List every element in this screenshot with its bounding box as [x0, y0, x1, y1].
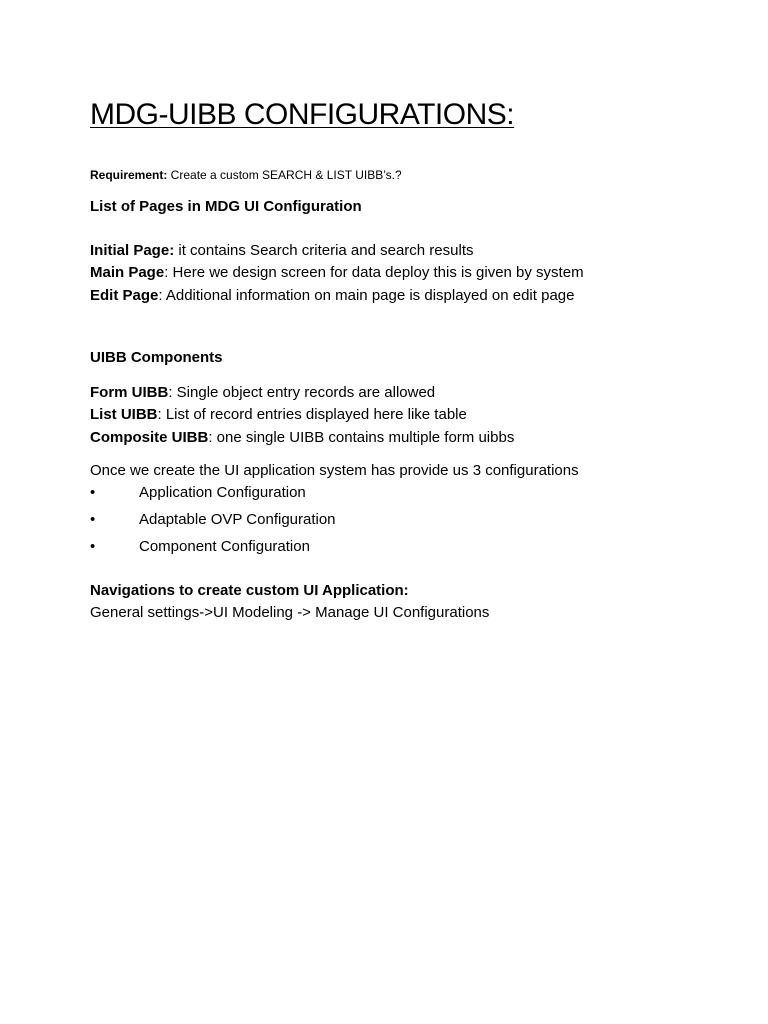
- bullet-icon: •: [90, 511, 96, 528]
- components-heading: UIBB Components: [90, 349, 223, 366]
- page-item-text: : Additional information on main page is displayed on edit page: [158, 287, 575, 304]
- configs-intro: Once we create the UI application system has provide us 3 configurations: [90, 462, 579, 479]
- nav-heading: Navigations to create custom UI Application:: [90, 582, 409, 599]
- bullet-icon: •: [90, 538, 96, 555]
- page-item-main: [90, 263, 584, 283]
- component-item-list: [90, 405, 467, 425]
- component-item-text: : Single object entry records are allowed: [168, 384, 436, 401]
- component-item-label: Form UIBB: [90, 384, 169, 401]
- component-item-text: : List of record entries displayed here like table: [157, 406, 467, 423]
- page-item-edit: [90, 286, 574, 306]
- config-list-item: [90, 510, 336, 530]
- config-item-text: Adaptable OVP Configuration: [139, 511, 336, 528]
- requirement-line: [90, 165, 402, 185]
- bullet-icon: •: [90, 484, 96, 501]
- component-item-label: List UIBB: [90, 406, 158, 423]
- page-item-text: : Here we design screen for data deploy this is given by system: [164, 264, 584, 281]
- requirement-label: Requirement:: [90, 168, 168, 182]
- component-item-text: : one single UIBB contains multiple form uibbs: [208, 429, 515, 446]
- page-item-label: Edit Page: [90, 287, 159, 304]
- component-item-form: [90, 383, 435, 403]
- component-item-composite: [90, 428, 514, 448]
- document-title: MDG-UIBB CONFIGURATIONS:: [90, 98, 515, 131]
- config-list-item: [90, 483, 306, 503]
- config-item-text: Application Configuration: [139, 484, 306, 501]
- config-item-text: Component Configuration: [139, 538, 310, 555]
- page-item-initial: [90, 241, 474, 261]
- config-list-item: [90, 537, 310, 557]
- nav-path: General settings->UI Modeling -> Manage UI Configurations: [90, 604, 490, 621]
- page-item-text: it contains Search criteria and search results: [174, 242, 474, 259]
- requirement-text: Create a custom SEARCH & LIST UIBB’s.?: [167, 168, 402, 182]
- page-item-label: Initial Page:: [90, 242, 175, 259]
- page-item-label: Main Page: [90, 264, 165, 281]
- component-item-label: Composite UIBB: [90, 429, 209, 446]
- pages-heading: List of Pages in MDG UI Configuration: [90, 198, 362, 215]
